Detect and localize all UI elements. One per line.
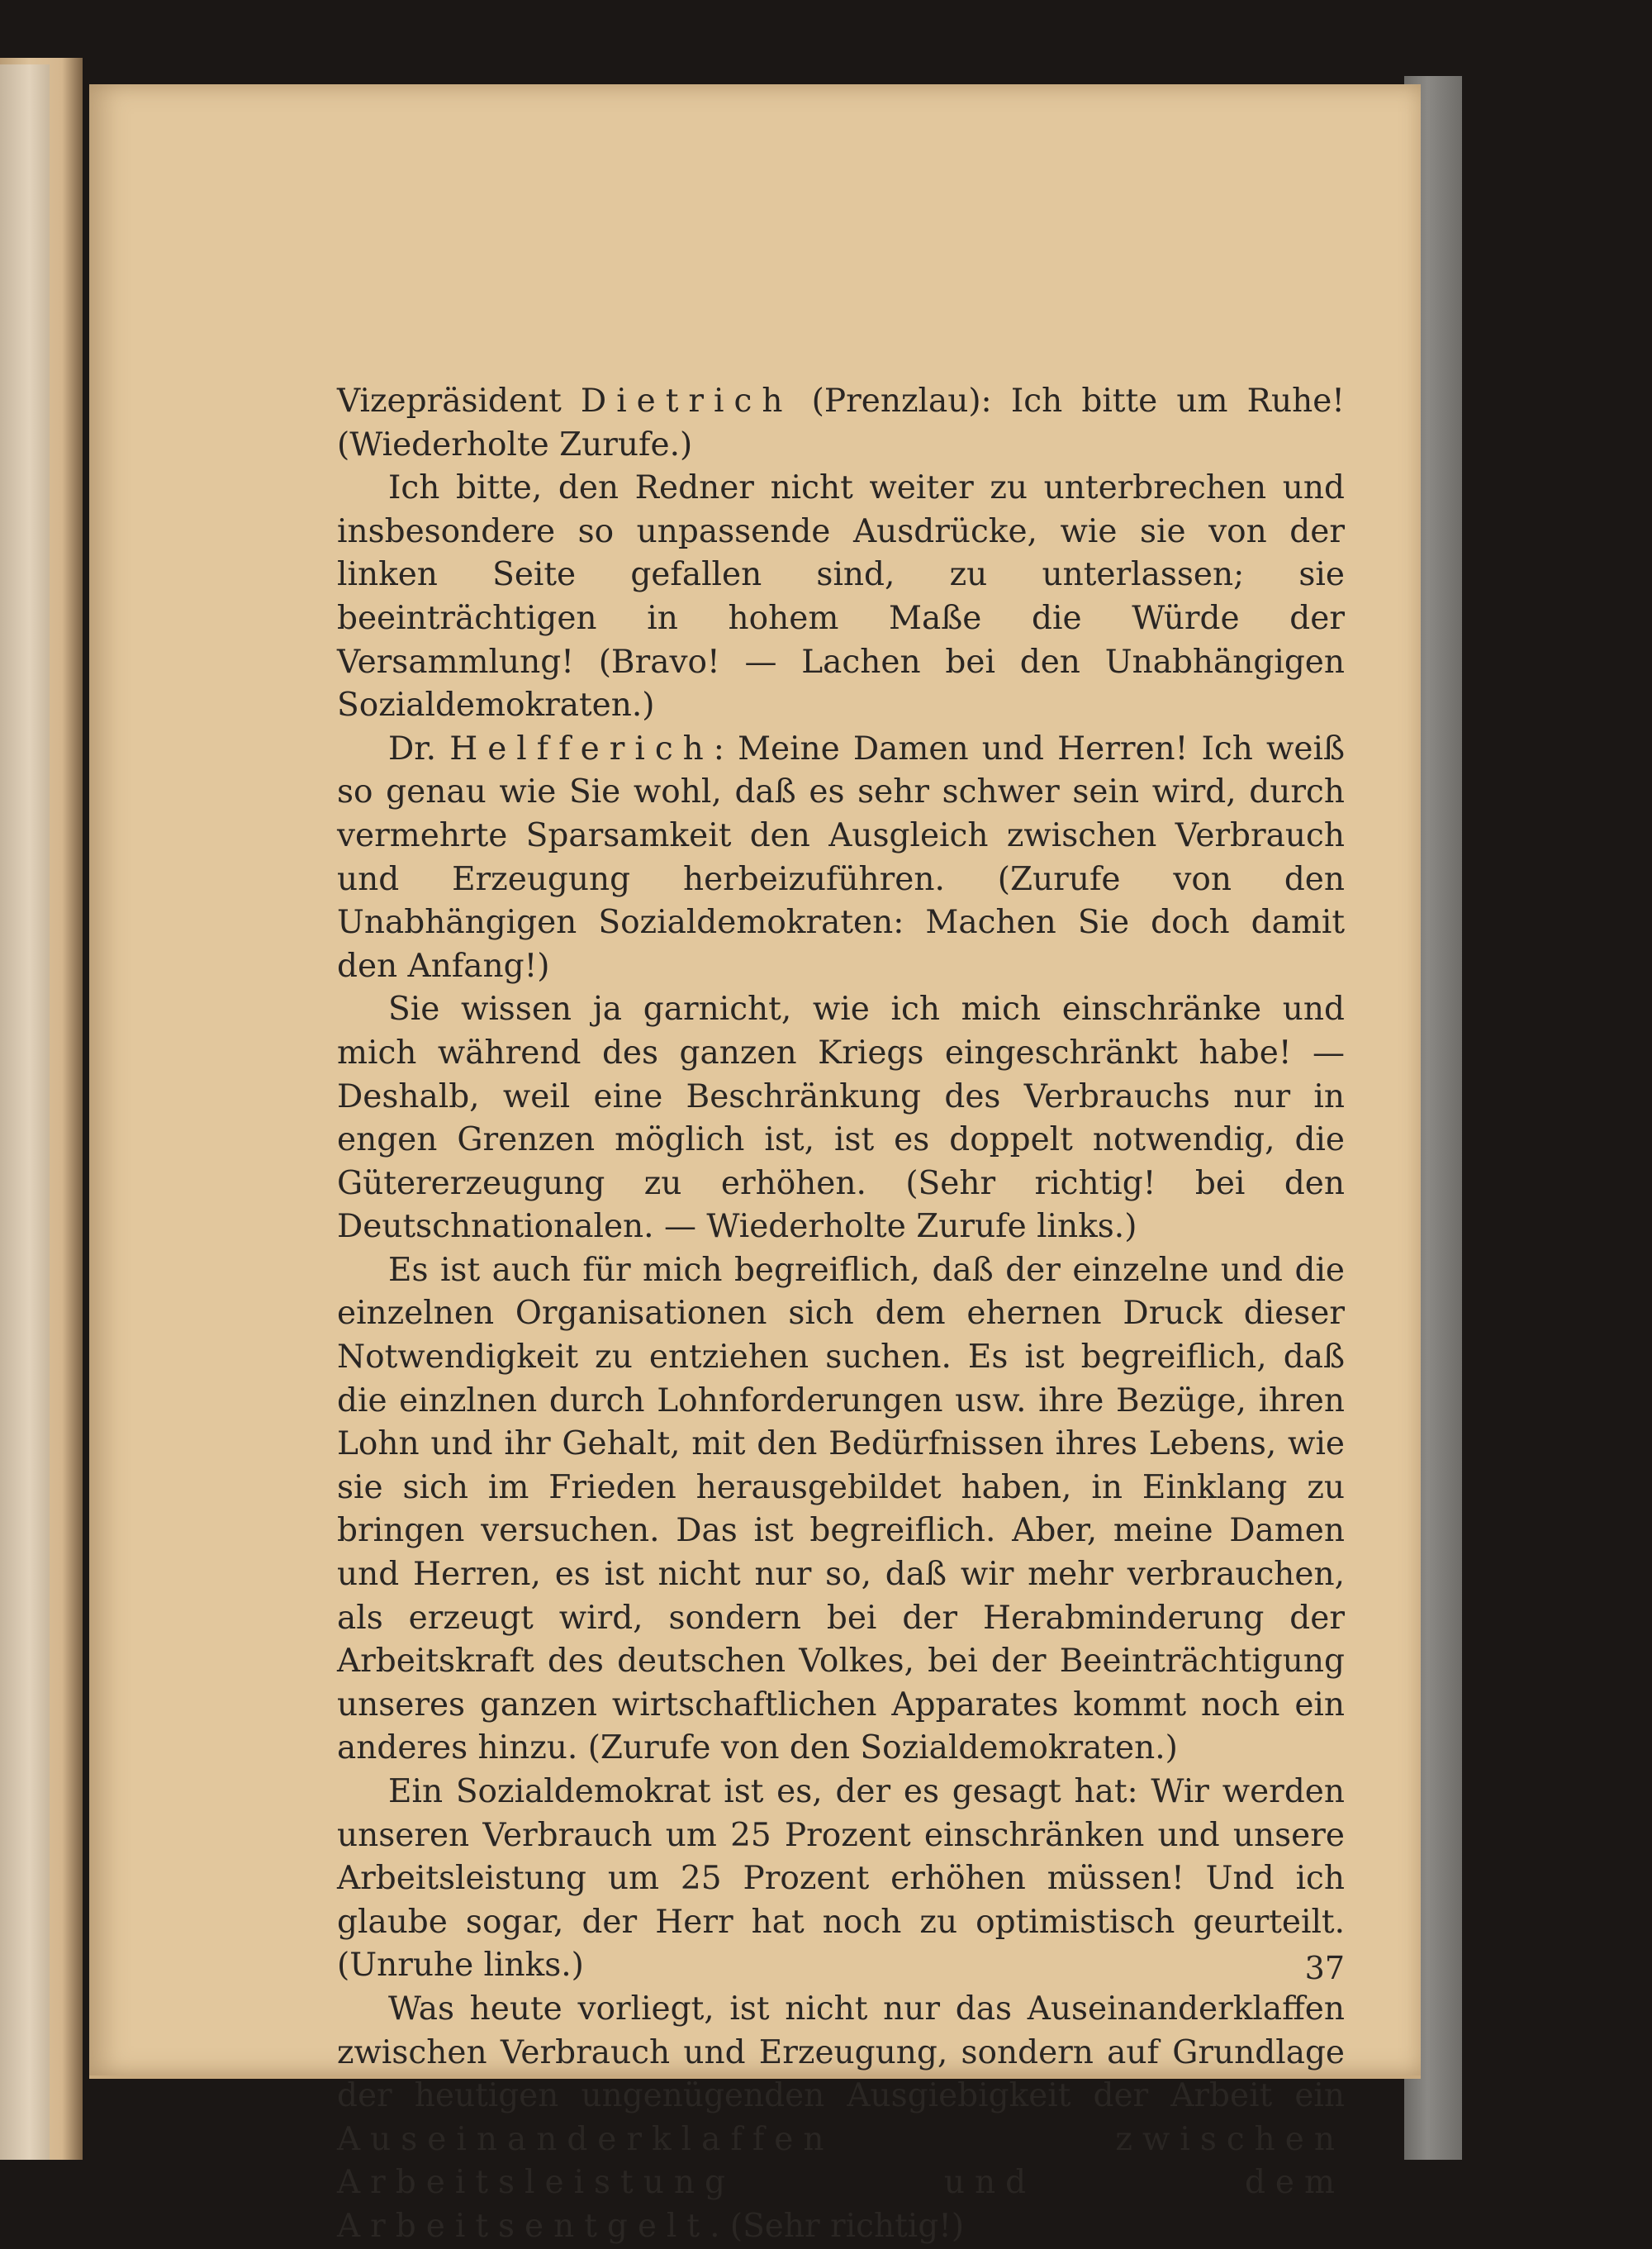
paragraph-7 [337, 1988, 1345, 2249]
segment: . (Sehr richtig!) [710, 2207, 965, 2245]
emphasized-phrase: Auseinanderklaffen zwischen Arbeitsleistung und dem Arbeitsentgelt [337, 2120, 1345, 2245]
segment: : Meine Damen und Herren! Ich weiß so genau wie Sie wohl, daß es sehr schwer sein wird, durch vermehrte Sparsamkeit den Ausgleich zwischen Verbrauch und Erzeugung herbeizuführen. (Zurufe von den Unabhängigen Sozialdemokraten: Machen Sie doch damit den Anfang!) [337, 730, 1345, 985]
segment: Vizepräsident [337, 383, 581, 420]
segment: (Prenzlau): Ich bitte um Ruhe! (Wiederholte Zurufe.) [337, 383, 1345, 464]
speaker-name-dietrich: Dietrich [580, 383, 793, 420]
segment: Ich bitte, den Redner nicht weiter zu unterbrechen und insbesondere so unpassende Ausdrücke, wie sie von der linken Seite gefallen sind, zu unterlassen; sie beeinträchtigen in hohem Maße die Würde der Versammlung! (Bravo! — Lachen bei den Unabhängigen Sozialdemokraten.) [337, 469, 1345, 725]
paragraph-4 [337, 988, 1345, 1249]
page-number: 37 [1304, 1950, 1345, 1986]
segment: Dr. [388, 730, 450, 768]
page-text [337, 380, 1345, 2249]
paragraph-6 [337, 1771, 1345, 1988]
segment: Sie wissen ja garnicht, wie ich mich einschränke und mich während des ganzen Kriegs eingeschränkt habe! — Deshalb, weil eine Beschränkung des Verbrauchs nur in engen Grenzen möglich ist, ist es doppelt notwendig, die Gütererzeugung zu erhöhen. (Sehr richtig! bei den Deutschnationalen. — Wiederholte Zurufe links.) [337, 991, 1345, 1246]
paragraph-3 [337, 728, 1345, 989]
segment: Was heute vorliegt, ist nicht nur das Auseinanderklaffen zwischen Verbrauch und Erzeugung, sondern auf Grundlage der heutigen ungenügenden Ausgiebigkeit der Arbeit ein [337, 1990, 1345, 2115]
paragraph-5 [337, 1249, 1345, 1771]
segment: Es ist auch für mich begreiflich, daß der einzelne und die einzelnen Organisationen sich dem ehernen Druck dieser Notwendigkeit zu entziehen suchen. Es ist begreiflich, daß die einzlnen durch Lohnforderungen usw. ihre Bezüge, ihren Lohn und ihr Gehalt, mit den Bedürfnissen ihres Lebens, wie sie sich im Frieden herausgebildet haben, in Einklang zu bringen versuchen. Das ist begreiflich. Aber, meine Damen und Herren, es ist nicht nur so, daß wir mehr verbrauchen, als erzeugt wird, sondern bei der Herabminderung der Arbeitskraft des deutschen Volkes, bei der Beeinträchtigung unseres ganzen wirtschaftlichen Apparates kommt noch ein anderes hinzu. (Zurufe von den Sozialdemokraten.) [337, 1251, 1345, 1767]
paragraph-1 [337, 380, 1345, 467]
book-page [89, 84, 1421, 2245]
speaker-name-helfferich: Helfferich [449, 730, 714, 768]
paragraph-2 [337, 467, 1345, 728]
book-spine-strip [0, 64, 50, 2160]
segment: Ein Sozialdemokrat ist es, der es gesagt hat: Wir werden unseren Verbrauch um 25 Prozent einschränken und unsere Arbeitsleistung um 25 Prozent erhöhen müssen! Und ich glaube sogar, der Herr hat noch zu optimistisch geurteilt. (Unruhe links.) [337, 1773, 1345, 1985]
